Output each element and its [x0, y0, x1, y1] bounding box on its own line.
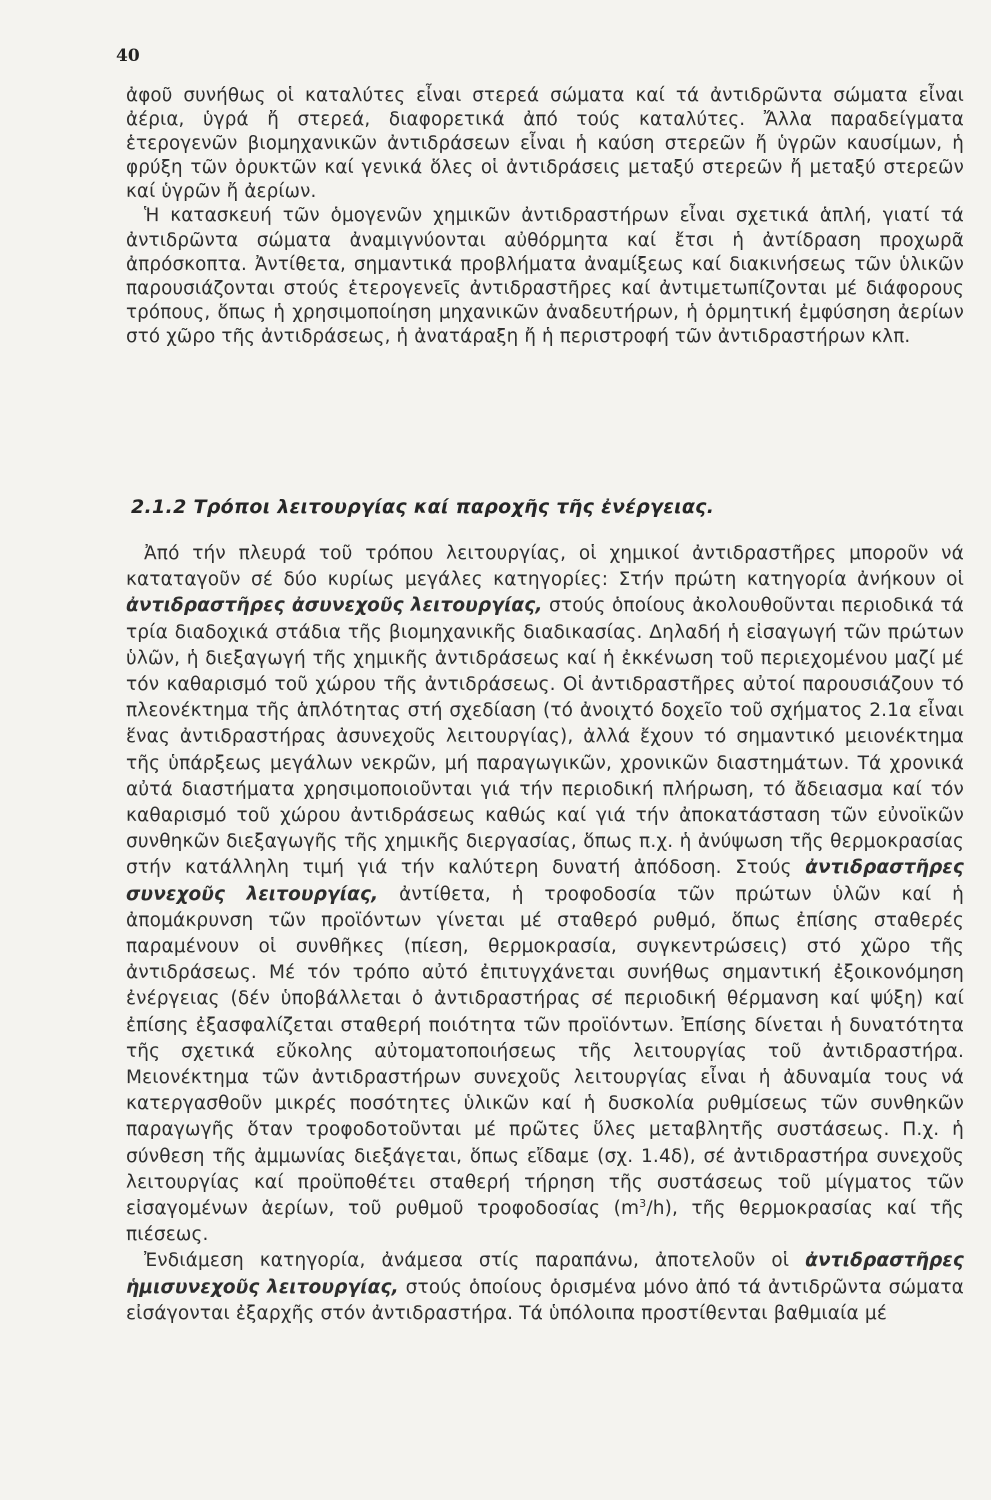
main-paragraph-1-text-a: Ἀπό τήν πλευρά τοῦ τρόπου λειτουργίας, οἱ χημικοί ἀντιδραστῆρες μποροῦν νά καταταγοῦν σέ δύο κυρίως μεγάλες κατηγορίες: Στήν πρώτη κατηγορία ἀνήκουν οἱ — [126, 543, 964, 591]
intro-paragraph-2: Ἡ κατασκευή τῶν ὁμογενῶν χημικῶν ἀντιδραστήρων εἶναι σχετικά ἁπλή, γιατί τά ἀντιδρῶντα σώματα ἀναμιγνύονται αὐθόρμητα καί ἔτσι ἡ ἀντίδραση προχωρᾶ ἀπρόσκοπτα. Ἀντίθετα, σημαντικά προβλήματα ἀναμίξεως καί διακινήσεως τῶν ὑλικῶν παρουσιάζονται στούς ἑτερογενεῖς ἀντιδραστῆρες καί ἀντιμετωπίζονται μέ διάφορους τρόπους, ὅπως ἡ χρησιμοποίηση μηχανικῶν ἀναδευτήρων, ἡ ὁρμητική ἐμφύσηση ἀερίων στό χῶρο τῆς ἀντιδράσεως, ἡ ἀνατάραξη ἤ ἡ περιστροφή τῶν ἀντιδραστήρων κλπ. — [126, 205, 964, 347]
unit-superscript: 3 — [639, 1196, 647, 1210]
main-text-block — [126, 541, 964, 1327]
main-paragraph-1-text-d: /h), τῆς θερμοκρασίας καί τῆς πιέσεως. — [126, 1198, 964, 1246]
intro-text-block — [126, 84, 964, 349]
main-paragraph-1-text-b: στούς ὁποίους ἀκολουθοῦνται περιοδικά τά τρία διαδοχικά στάδια τῆς βιομηχανικῆς διαδικασίας. Δηλαδή ἡ εἰσαγωγή τῶν πρώτων ὑλῶν, ἡ διεξαγωγή τῆς χημικῆς ἀντιδράσεως καί ἡ ἐκκένωση τοῦ περιεχομένου μαζί μέ τόν καθαρισμό τοῦ χώρου τῆς ἀντιδράσεως. Οἱ ἀντιδραστῆρες αὐτοί παρουσιάζουν τό πλεονέκτημα τῆς ἁπλότητας στή σχεδίαση (τό ἀνοιχτό δοχεῖο τοῦ σχήματος 2.1α εἶναι ἕνας ἀντιδραστήρας ἀσυνεχοῦς λειτουργίας), ἀλλά ἔχουν τό σημαντικό μειονέκτημα τῆς ὑπάρξεως μεγάλων νεκρῶν, μή παραγωγικῶν, χρονικῶν διαστημάτων. Τά χρονικά αὐτά διαστήματα χρησιμοποιοῦνται γιά τήν περιοδική πλήρωση, τό ἄδειασμα καί τόν καθαρισμό τοῦ χώρου ἀντιδράσεως καθώς καί γιά τήν ἀποκατάσταση τῶν εὐνοϊκῶν συνθηκῶν διεξαγωγῆς τῆς χημικῆς διεργασίας, ὅπως π.χ. ἡ ἀνύψωση τῆς θερμοκρασίας στήν κατάλληλη τιμή γιά τήν καλύτερη δυνατή ἀπόδοση. Στούς — [126, 595, 964, 879]
main-paragraph-2-text-b: στούς ὁποίους ὁρισμένα μόνο ἀπό τά ἀντιδρῶντα σώματα εἰσάγονται ἐξαρχῆς στόν ἀντιδραστήρα. Τά ὑπόλοιπα προστίθενται βαθμιαία μέ — [126, 1276, 965, 1324]
section-heading: 2.1.2 Τρόποι λειτουργίας καί παροχῆς τῆς ἐνέργειας. — [131, 496, 715, 518]
page-number: 40 — [116, 46, 140, 66]
intro-paragraph-1: ἀφοῦ συνήθως οἱ καταλύτες εἶναι στερεά σώματα καί τά ἀντιδρῶντα σώματα εἶναι ἀέρια, ὑγρά ἤ στερεά, διαφορετικά ἀπό τούς καταλύτες. Ἄλλα παραδείγματα ἑτερογενῶν βιομηχανικῶν ἀντιδράσεων εἶναι ἡ καύση στερεῶν ἤ ὑγρῶν καυσίμων, ἡ φρύξη τῶν ὀρυκτῶν καί γενικά ὅλες οἱ ἀντιδράσεις μεταξύ στερεῶν ἤ μεταξύ στερεῶν καί ὑγρῶν ἤ ἀερίων. — [126, 85, 964, 203]
main-paragraph-2-text-a: Ἐνδιάμεση κατηγορία, ἀνάμεσα στίς παραπάνω, ἀποτελοῦν οἱ — [144, 1250, 806, 1272]
term-semibatch-reactors: ἀντιδραστῆρες ἡμισυνεχοῦς λειτουργίας, — [126, 1250, 964, 1298]
main-paragraph-2 — [126, 1248, 964, 1327]
term-batch-reactors: ἀντιδραστῆρες ἀσυνεχοῦς λειτουργίας, — [126, 595, 543, 617]
main-paragraph-1-text-c: ἀντίθετα, ἡ τροφοδοσία τῶν πρώτων ὑλῶν καί ἡ ἀπομάκρυνση τῶν προϊόντων γίνεται μέ σταθερό ρυθμό, ὅπως ἐπίσης σταθερές παραμένουν οἱ συνθῆκες (πίεση, θερμοκρασία, συγκεντρώσεις) στό χῶρο τῆς ἀντιδράσεως. Μέ τόν τρόπο αὐτό ἐπιτυγχάνεται συνήθως σημαντική ἐξοικονόμηση ἐνέργειας (δέν ὑποβάλλεται ὁ ἀντιδραστήρας σέ περιοδική θέρμανση καί ψύξη) καί ἐπίσης ἐξασφαλίζεται σταθερή ποιότητα τῶν προϊόντων. Ἐπίσης δίνεται ἡ δυνατότητα τῆς σχετικά εὔκολης αὐτοματοποιήσεως τῆς λειτουργίας τοῦ ἀντιδραστήρα. Μειονέκτημα τῶν ἀντιδραστήρων συνεχοῦς λειτουργίας εἶναι ἡ ἀδυναμία τους νά κατεργασθοῦν μικρές ποσότητες ὑλικῶν καί ἡ δυσκολία ρυθμίσεως τῶν συνθηκῶν παραγωγῆς ὅταν τροφοδοτοῦνται μέ πρῶτες ὕλες μεταβλητῆς συστάσεως. Π.χ. ἡ σύνθεση τῆς ἀμμωνίας διεξάγεται, ὅπως εἴδαμε (σχ. 1.4δ), σέ ἀντιδραστήρα συνεχοῦς λειτουργίας καί προϋποθέτει σταθερή τήρηση τῆς συστάσεως τοῦ μίγματος τῶν εἰσαγομένων ἀερίων, τοῦ ρυθμοῦ τροφοδοσίας (m — [126, 883, 964, 1220]
main-paragraph-1 — [126, 541, 964, 1248]
term-continuous-reactors: ἀντιδραστῆρες συνεχοῦς λειτουργίας, — [126, 857, 964, 905]
